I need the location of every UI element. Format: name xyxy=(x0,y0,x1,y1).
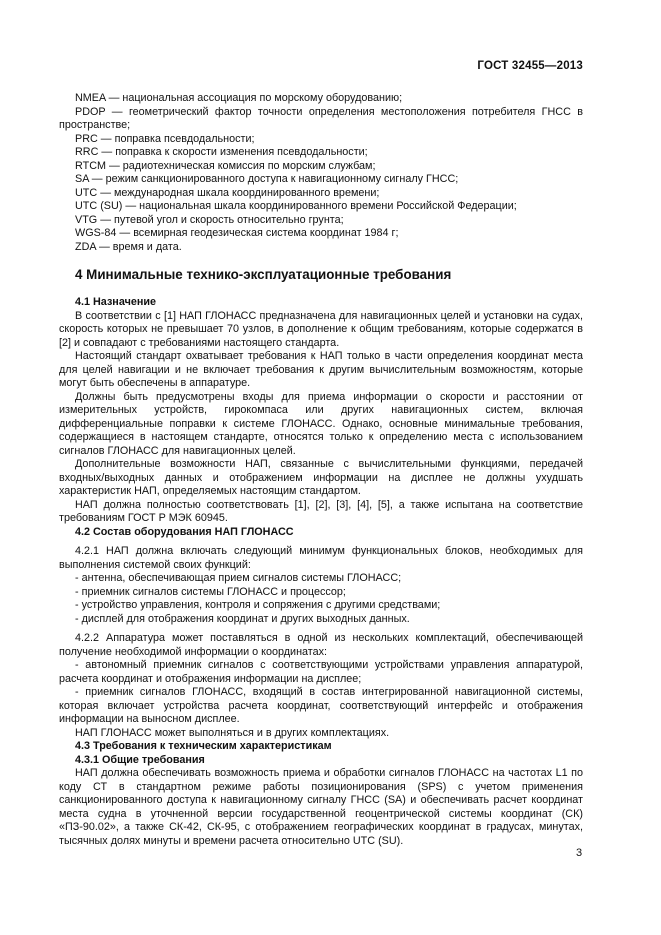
section-4-1-heading: 4.1 Назначение xyxy=(75,296,157,308)
list-item: - приемник сигналов системы ГЛОНАСС и процессор; xyxy=(75,585,346,598)
abbreviation-item: VTG — путевой угол и скорость относительно грунта; xyxy=(75,213,344,226)
list-item: - приемник сигналов ГЛОНАСС, входящий в состав интегрированной навигационной системы, которая включает устройства расчета координат, соответствующий интерфейс и отображения информации на выносном дисплее. xyxy=(59,686,583,725)
paragraph: Должны быть предусмотрены входы для приема информации о скорости и расстоянии от измерительных устройств, гирокомпаса или других навигационных систем, включая дифференциальные поправки к системе ГЛОНАСС. Однако, основные минимальные требования, содержащиеся в настоящем стандарте, относятся только к определению места с использованием сигналов ГЛОНАСС для навигационных целей. xyxy=(59,390,583,457)
section-4-2-heading: 4.2 Состав оборудования НАП ГЛОНАСС xyxy=(75,525,294,538)
abbreviation-item: PDOP — геометрический фактор точности определения местоположения потребителя ГНСС в пространстве; xyxy=(59,105,583,131)
abbreviation-item: UTC — международная шкала координированного времени; xyxy=(75,186,380,199)
list-item: - устройство управления, контроля и сопряжения с другими средствами; xyxy=(75,599,441,611)
paragraph: Дополнительные возможности НАП, связанные с вычислительными функциями, передачей входных/выходных данных и отображением информации на дисплее не должны ухудшать характеристик НАП, определяемых настоящим стандартом. xyxy=(59,458,583,497)
paragraph: НАП должна полностью соответствовать [1], [2], [3], [4], [5], а также испытана на соответствие требованиям ГОСТ Р МЭК 60945. xyxy=(59,498,583,524)
section-4-3-1-heading: 4.3.1 Общие требования xyxy=(75,753,205,766)
abbreviation-item: UTC (SU) — национальная шкала координированного времени Российской Федерации; xyxy=(75,200,517,212)
document-id-header: ГОСТ 32455—2013 xyxy=(477,60,583,72)
abbreviation-item: ZDA — время и дата. xyxy=(75,240,182,253)
list-item: - антенна, обеспечивающая прием сигналов системы ГЛОНАСС; xyxy=(75,572,402,584)
section-4-heading: 4 Минимальные технико-эксплуатационные требования xyxy=(75,267,452,282)
paragraph: В соответствии с [1] НАП ГЛОНАСС предназначена для навигационных целей и установки на судах, скорость которых не превышает 70 узлов, в дополнение к общим требованиям, которые содержатся в [2] и совпадают с требованиями настоящего стандарта. xyxy=(59,309,583,349)
paragraph-4-2-2: 4.2.2 Аппаратура может поставляться в одной из нескольких комплектаций, обеспечивающей получение необходимой информации о координатах: xyxy=(59,632,583,658)
section-4-3-heading: 4.3 Требования к техническим характеристикам xyxy=(75,740,332,752)
abbreviation-item: PRC — поправка псевдодальности; xyxy=(75,132,255,145)
paragraph: Настоящий стандарт охватывает требования к НАП только в части определения координат места для целей навигации и не включает требования к другим вычислительным возможностям, которые могут быть обеспечены в аппаратуре. xyxy=(59,350,583,389)
document-body xyxy=(59,92,583,848)
abbreviation-item: SA — режим санкционированного доступа к навигационному сигналу ГНСС; xyxy=(75,173,459,185)
paragraph-4-3-1: НАП должна обеспечивать возможность приема и обработки сигналов ГЛОНАСС на частотах L1 по коду СТ в стандартном режиме работы позиционирования (SPS) с учетом применения санкционированного доступа к навигационному сигналу ГНСС (SA) и обеспечивать расчет координат места судна в уточненной версии государственной геоцентрической системы координат (СК) «ПЗ-90.02», а также СК-42, СК-95, с отображением географических координат в градусах, минутах, тысячных долях минуты и времени расчета относительно UTC (SU). xyxy=(59,767,583,847)
abbreviation-item: RRC — поправка к скорости изменения псевдодальности; xyxy=(75,146,368,158)
page-number: 3 xyxy=(576,847,583,859)
abbreviation-item: WGS-84 — всемирная геодезическая система координат 1984 г; xyxy=(75,227,399,239)
paragraph-4-2-1: 4.2.1 НАП должна включать следующий минимум функциональных блоков, необходимых для выполнения системой своих функций: xyxy=(59,545,583,571)
list-item: - автономный приемник сигналов с соответствующими устройствами управления аппаратурой, расчета координат и отображения информации на дисплее; xyxy=(59,659,583,685)
abbreviation-item: RTCM — радиотехническая комиссия по морским службам; xyxy=(75,159,376,172)
list-item: - дисплей для отображения координат и других выходных данных. xyxy=(75,612,410,625)
abbreviation-item: NMEA — национальная ассоциация по морскому оборудованию; xyxy=(75,92,403,104)
paragraph: НАП ГЛОНАСС может выполняться и в других комплектациях. xyxy=(75,726,390,739)
